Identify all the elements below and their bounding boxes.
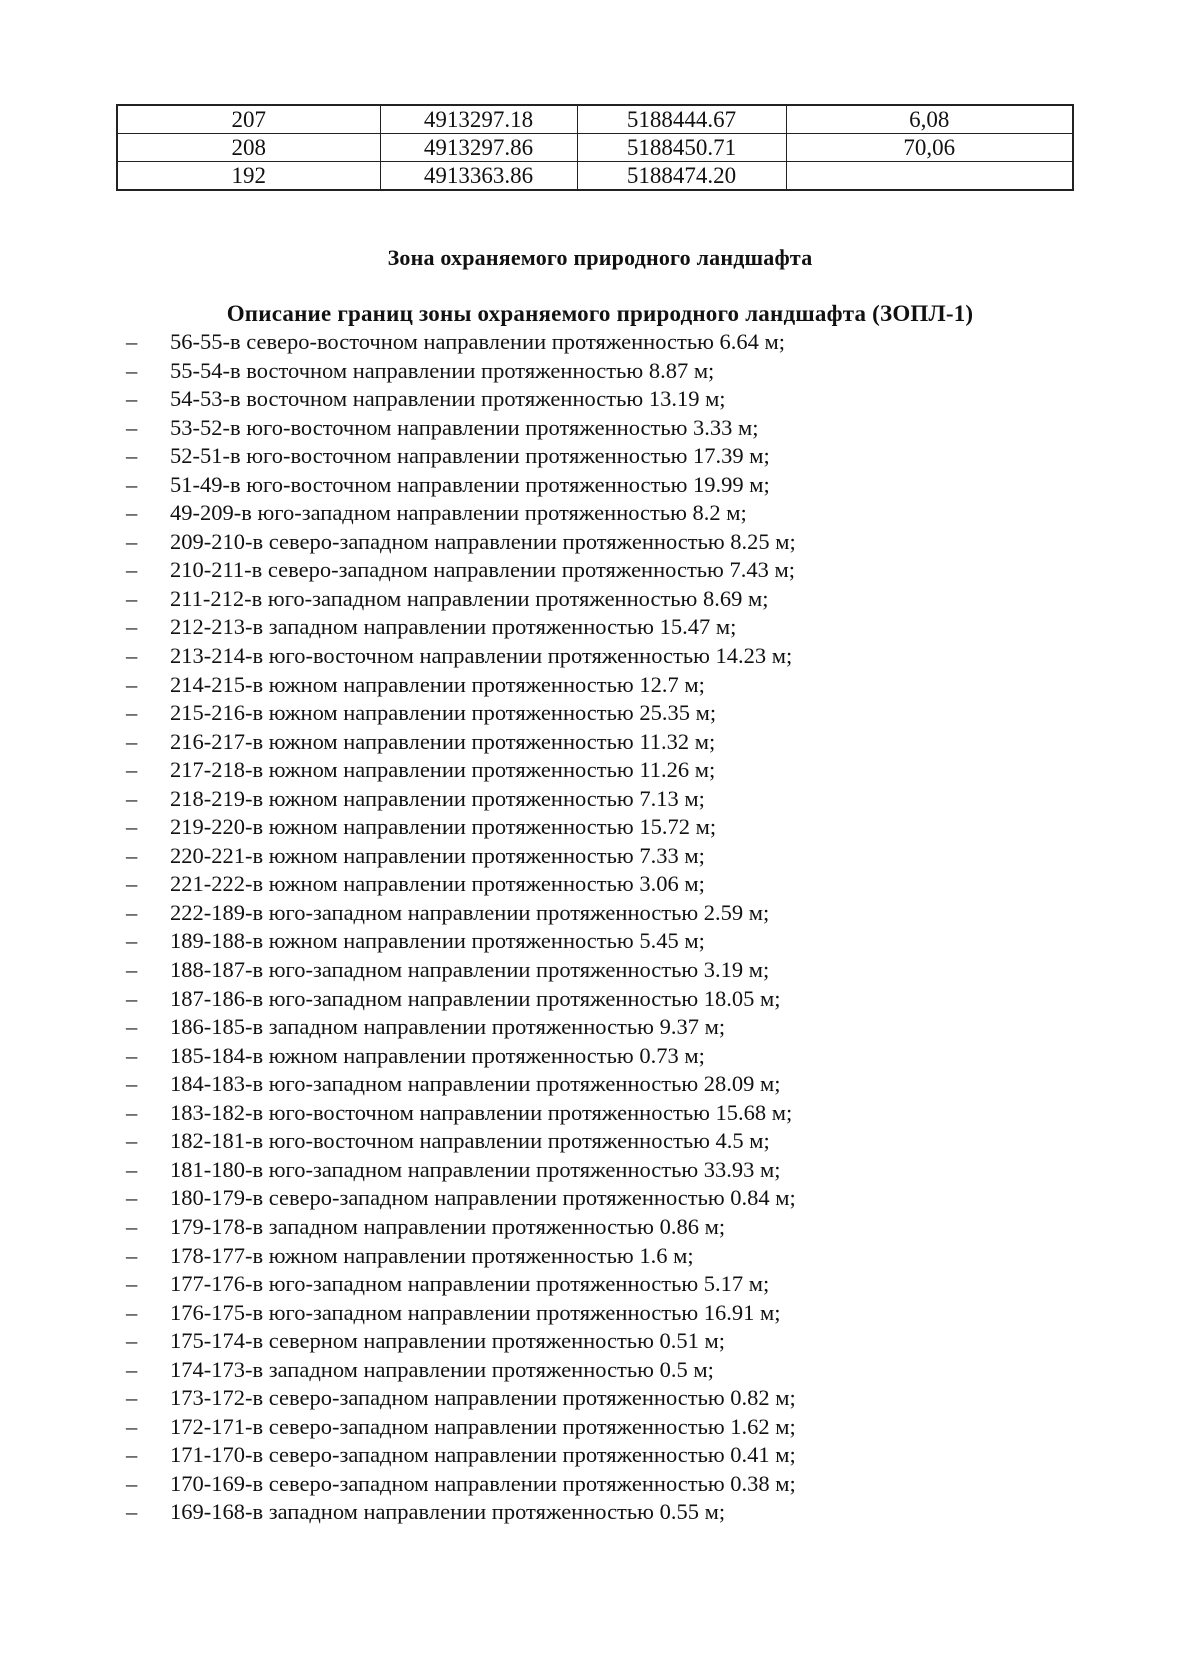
- list-item: [126, 1441, 796, 1470]
- dash-bullet: –: [126, 871, 138, 897]
- boundary-segment-text: 170-169-в северо-западном направлении протяженностью 0.38 м;: [170, 1470, 796, 1496]
- list-item: [126, 1498, 796, 1527]
- list-item: [126, 1356, 796, 1385]
- list-item: [126, 414, 796, 443]
- list-item: [126, 813, 796, 842]
- boundary-segment-text: 215-216-в южном направлении протяженностью 25.35 м;: [170, 700, 717, 726]
- dash-bullet: –: [126, 814, 138, 840]
- boundary-segment-text: 209-210-в северо-западном направлении протяженностью 8.25 м;: [170, 528, 796, 554]
- dash-bullet: –: [126, 1271, 138, 1297]
- boundary-segment-text: 212-213-в западном направлении протяженностью 15.47 м;: [170, 614, 737, 640]
- boundary-segment-text: 216-217-в южном направлении протяженностью 11.32 м;: [170, 728, 716, 754]
- boundary-segment-text: 180-179-в северо-западном направлении протяженностью 0.84 м;: [170, 1185, 796, 1211]
- table-row: [117, 162, 1073, 191]
- boundary-segment-text: 177-176-в юго-западном направлении протяженностью 5.17 м;: [170, 1271, 770, 1297]
- list-item: [126, 328, 796, 357]
- dash-bullet: –: [126, 785, 138, 811]
- boundary-segment-text: 185-184-в южном направлении протяженностью 0.73 м;: [170, 1042, 705, 1068]
- list-item: [126, 1184, 796, 1213]
- x-coordinate-cell: 4913297.18: [380, 105, 577, 134]
- point-number-cell: 208: [117, 134, 380, 162]
- dash-bullet: –: [126, 1185, 138, 1211]
- list-item: [126, 442, 796, 471]
- dash-bullet: –: [126, 614, 138, 640]
- dash-bullet: –: [126, 1099, 138, 1125]
- dash-bullet: –: [126, 329, 138, 354]
- list-item: [126, 1070, 796, 1099]
- list-item: [126, 985, 796, 1014]
- list-item: [126, 1213, 796, 1242]
- list-item: [126, 1270, 796, 1299]
- boundary-segment-text: 221-222-в южном направлении протяженностью 3.06 м;: [170, 871, 705, 897]
- list-item: [126, 1327, 796, 1356]
- dash-bullet: –: [126, 1385, 138, 1411]
- dash-bullet: –: [126, 728, 138, 754]
- boundary-segment-text: 49-209-в юго-западном направлении протяженностью 8.2 м;: [170, 500, 747, 526]
- section-title: Зона охраняемого природного ландшафта: [387, 245, 813, 270]
- dash-bullet: –: [126, 414, 138, 440]
- dash-bullet: –: [126, 899, 138, 925]
- dash-bullet: –: [126, 1470, 138, 1496]
- boundary-segment-text: 182-181-в юго-восточном направлении протяженностью 4.5 м;: [170, 1128, 770, 1154]
- list-item: [126, 728, 796, 757]
- boundary-segment-text: 189-188-в южном направлении протяженностью 5.45 м;: [170, 928, 705, 954]
- dash-bullet: –: [126, 528, 138, 554]
- distance-cell-empty: [786, 162, 1073, 191]
- table-row: [117, 105, 1073, 134]
- dash-bullet: –: [126, 842, 138, 868]
- y-coordinate-cell: 5188450.71: [577, 134, 786, 162]
- dash-bullet: –: [126, 1213, 138, 1239]
- dash-bullet: –: [126, 471, 138, 497]
- boundary-segment-text: 188-187-в юго-западном направлении протяженностью 3.19 м;: [170, 957, 770, 983]
- list-item: [126, 642, 796, 671]
- list-item: [126, 956, 796, 985]
- dash-bullet: –: [126, 1356, 138, 1382]
- boundary-segment-text: 171-170-в северо-западном направлении протяженностью 0.41 м;: [170, 1442, 796, 1468]
- list-item: [126, 357, 796, 386]
- dash-bullet: –: [126, 671, 138, 697]
- list-item: [126, 1470, 796, 1499]
- list-item: [126, 1242, 796, 1271]
- list-item: [126, 1299, 796, 1328]
- list-item: [126, 1413, 796, 1442]
- dash-bullet: –: [126, 1499, 138, 1525]
- distance-cell: 70,06: [786, 134, 1073, 162]
- distance-cell: 6,08: [786, 105, 1073, 134]
- dash-bullet: –: [126, 1242, 138, 1268]
- dash-bullet: –: [126, 585, 138, 611]
- dash-bullet: –: [126, 386, 138, 412]
- table-row: [117, 134, 1073, 162]
- dash-bullet: –: [126, 700, 138, 726]
- list-item: [126, 927, 796, 956]
- list-item: [126, 613, 796, 642]
- dash-bullet: –: [126, 500, 138, 526]
- boundary-segment-text: 55-54-в восточном направлении протяженностью 8.87 м;: [170, 357, 715, 383]
- dash-bullet: –: [126, 557, 138, 583]
- boundary-segment-text: 222-189-в юго-западном направлении протяженностью 2.59 м;: [170, 899, 770, 925]
- list-item: [126, 1384, 796, 1413]
- dash-bullet: –: [126, 643, 138, 669]
- boundary-segment-text: 211-212-в юго-западном направлении протяженностью 8.69 м;: [170, 585, 769, 611]
- boundary-segment-text: 53-52-в юго-восточном направлении протяженностью 3.33 м;: [170, 414, 759, 440]
- dash-bullet: –: [126, 1128, 138, 1154]
- list-item: [126, 585, 796, 614]
- point-number-cell: 207: [117, 105, 380, 134]
- list-item: [126, 471, 796, 500]
- boundary-segment-text: 175-174-в северном направлении протяженностью 0.51 м;: [170, 1328, 725, 1354]
- dash-bullet: –: [126, 1042, 138, 1068]
- point-number-cell: 192: [117, 162, 380, 191]
- boundary-segment-text: 210-211-в северо-западном направлении протяженностью 7.43 м;: [170, 557, 795, 583]
- dash-bullet: –: [126, 1413, 138, 1439]
- list-item: [126, 1042, 796, 1071]
- dash-bullet: –: [126, 1071, 138, 1097]
- boundary-segment-text: 181-180-в юго-западном направлении протяженностью 33.93 м;: [170, 1156, 781, 1182]
- x-coordinate-cell: 4913297.86: [380, 134, 577, 162]
- list-item: [126, 870, 796, 899]
- dash-bullet: –: [126, 1156, 138, 1182]
- dash-bullet: –: [126, 1299, 138, 1325]
- dash-bullet: –: [126, 1014, 138, 1040]
- boundary-segment-text: 217-218-в южном направлении протяженностью 11.26 м;: [170, 757, 716, 783]
- list-item: [126, 1127, 796, 1156]
- dash-bullet: –: [126, 1442, 138, 1468]
- boundary-segment-text: 220-221-в южном направлении протяженностью 7.33 м;: [170, 842, 705, 868]
- dash-bullet: –: [126, 357, 138, 383]
- boundary-segment-text: 51-49-в юго-восточном направлении протяженностью 19.99 м;: [170, 471, 770, 497]
- boundary-segment-text: 186-185-в западном направлении протяженностью 9.37 м;: [170, 1014, 726, 1040]
- boundary-segment-text: 179-178-в западном направлении протяженностью 0.86 м;: [170, 1213, 726, 1239]
- list-item: [126, 528, 796, 557]
- boundary-segment-text: 169-168-в западном направлении протяженностью 0.55 м;: [170, 1499, 726, 1525]
- x-coordinate-cell: 4913363.86: [380, 162, 577, 191]
- boundary-segment-text: 173-172-в северо-западном направлении протяженностью 0.82 м;: [170, 1385, 796, 1411]
- dash-bullet: –: [126, 957, 138, 983]
- boundary-segment-text: 52-51-в юго-восточном направлении протяженностью 17.39 м;: [170, 443, 770, 469]
- list-item: [126, 1156, 796, 1185]
- list-item: [126, 1013, 796, 1042]
- boundary-segment-text: 54-53-в восточном направлении протяженностью 13.19 м;: [170, 386, 726, 412]
- dash-bullet: –: [126, 928, 138, 954]
- dash-bullet: –: [126, 985, 138, 1011]
- list-item: [126, 842, 796, 871]
- description-title: Описание границ зоны охраняемого природного ландшафта (ЗОПЛ-1): [226, 301, 974, 326]
- list-item: [126, 699, 796, 728]
- boundary-segment-text: 176-175-в юго-западном направлении протяженностью 16.91 м;: [170, 1299, 781, 1325]
- boundary-segment-text: 213-214-в юго-восточном направлении протяженностью 14.23 м;: [170, 643, 793, 669]
- list-item: [126, 785, 796, 814]
- boundary-segment-text: 214-215-в южном направлении протяженностью 12.7 м;: [170, 671, 705, 697]
- boundary-segment-text: 184-183-в юго-западном направлении протяженностью 28.09 м;: [170, 1071, 781, 1097]
- list-item: [126, 499, 796, 528]
- y-coordinate-cell: 5188474.20: [577, 162, 786, 191]
- boundary-segment-text: 218-219-в южном направлении протяженностью 7.13 м;: [170, 785, 705, 811]
- boundary-segment-text: 174-173-в западном направлении протяженностью 0.5 м;: [170, 1356, 714, 1382]
- boundary-segment-text: 56-55-в северо-восточном направлении протяженностью 6.64 м;: [170, 329, 786, 354]
- dash-bullet: –: [126, 1328, 138, 1354]
- list-item: [126, 556, 796, 585]
- list-item: [126, 756, 796, 785]
- list-item: [126, 385, 796, 414]
- boundary-segment-text: 219-220-в южном направлении протяженностью 15.72 м;: [170, 814, 717, 840]
- list-item: [126, 671, 796, 700]
- dash-bullet: –: [126, 757, 138, 783]
- boundary-segment-text: 183-182-в юго-восточном направлении протяженностью 15.68 м;: [170, 1099, 793, 1125]
- list-item: [126, 1099, 796, 1128]
- dash-bullet: –: [126, 443, 138, 469]
- y-coordinate-cell: 5188444.67: [577, 105, 786, 134]
- boundary-list: [126, 328, 796, 1527]
- boundary-segment-text: 187-186-в юго-западном направлении протяженностью 18.05 м;: [170, 985, 781, 1011]
- list-item: [126, 899, 796, 928]
- coordinates-table: [116, 104, 1074, 191]
- boundary-segment-text: 172-171-в северо-западном направлении протяженностью 1.62 м;: [170, 1413, 796, 1439]
- boundary-segment-text: 178-177-в южном направлении протяженностью 1.6 м;: [170, 1242, 694, 1268]
